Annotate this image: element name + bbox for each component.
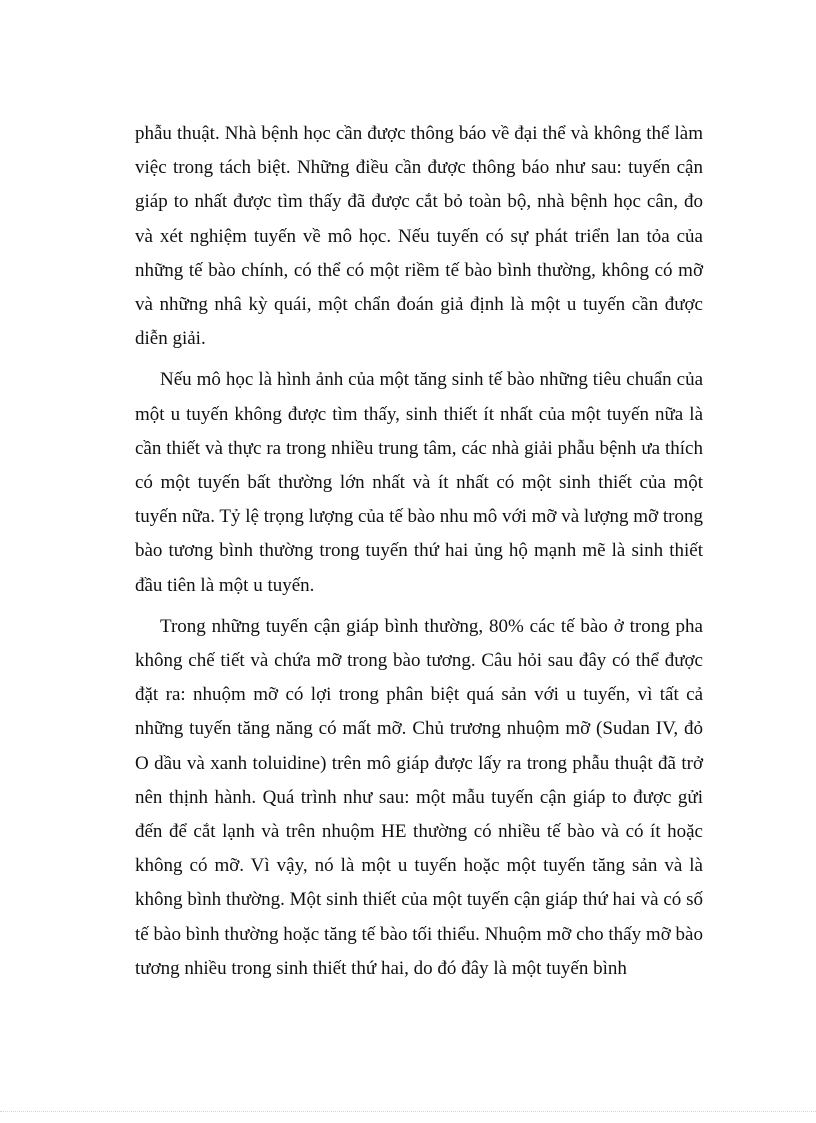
document-body	[135, 117, 703, 993]
paragraph-2: Nếu mô học là hình ảnh của một tăng sinh tế bào những tiêu chuẩn của một u tuyến không được tìm thấy, sinh thiết ít nhất của một tuyến nữa là cần thiết và thực ra trong nhiều trung tâm, các nhà giải phẫu bệnh ưa thích có một tuyến bất thường lớn nhất và ít nhất có một sinh thiết của một tuyến nữa. Tỷ lệ trọng lượng của tế bào nhu mô với mỡ và lượng mỡ trong bào tương bình thường trong tuyến thứ hai ủng hộ mạnh mẽ là sinh thiết đầu tiên là một u tuyến.	[135, 369, 703, 596]
paragraph-3: Trong những tuyến cận giáp bình thường, 80% các tế bào ở trong pha không chế tiết và chứa mỡ trong bào tương. Câu hỏi sau đây có thể được đặt ra: nhuộm mỡ có lợi trong phân biệt quá sản với u tuyến, vì tất cả những tuyến tăng năng có mất mỡ. Chủ trương nhuộm mỡ (Sudan IV, đỏ O dầu và xanh toluidine) trên mô giáp được lấy ra trong phẫu thuật đã trở nên thịnh hành. Quá trình như sau: một mẫu tuyến cận giáp to được gửi đến để cắt lạnh và trên nhuộm HE thường có nhiều tế bào và có ít hoặc không có mỡ. Vì vậy, nó là một u tuyến hoặc một tuyến tăng sản và là không bình thường. Một sinh thiết của một tuyến cận giáp thứ hai và có số tế bào bình thường hoặc tăng tế bào tối thiểu. Nhuộm mỡ cho thấy mỡ bào tương nhiều trong sinh thiết thứ hai, do đó đây là một tuyến bình	[135, 615, 703, 979]
page-bottom-divider	[0, 1111, 816, 1112]
paragraph-1: phẫu thuật. Nhà bệnh học cần được thông báo về đại thể và không thể làm việc trong tách biệt. Những điều cần được thông báo như sau: tuyến cận giáp to nhất được tìm thấy đã được cắt bỏ toàn bộ, nhà bệnh học cân, đo và xét nghiệm tuyến về mô học. Nếu tuyến có sự phát triển lan tỏa của những tế bào chính, có thể có một riềm tế bào bình thường, không có mỡ và những nhâ kỳ quái, một chẩn đoán giả định là một u tuyến cần được diễn giải.	[135, 123, 703, 350]
